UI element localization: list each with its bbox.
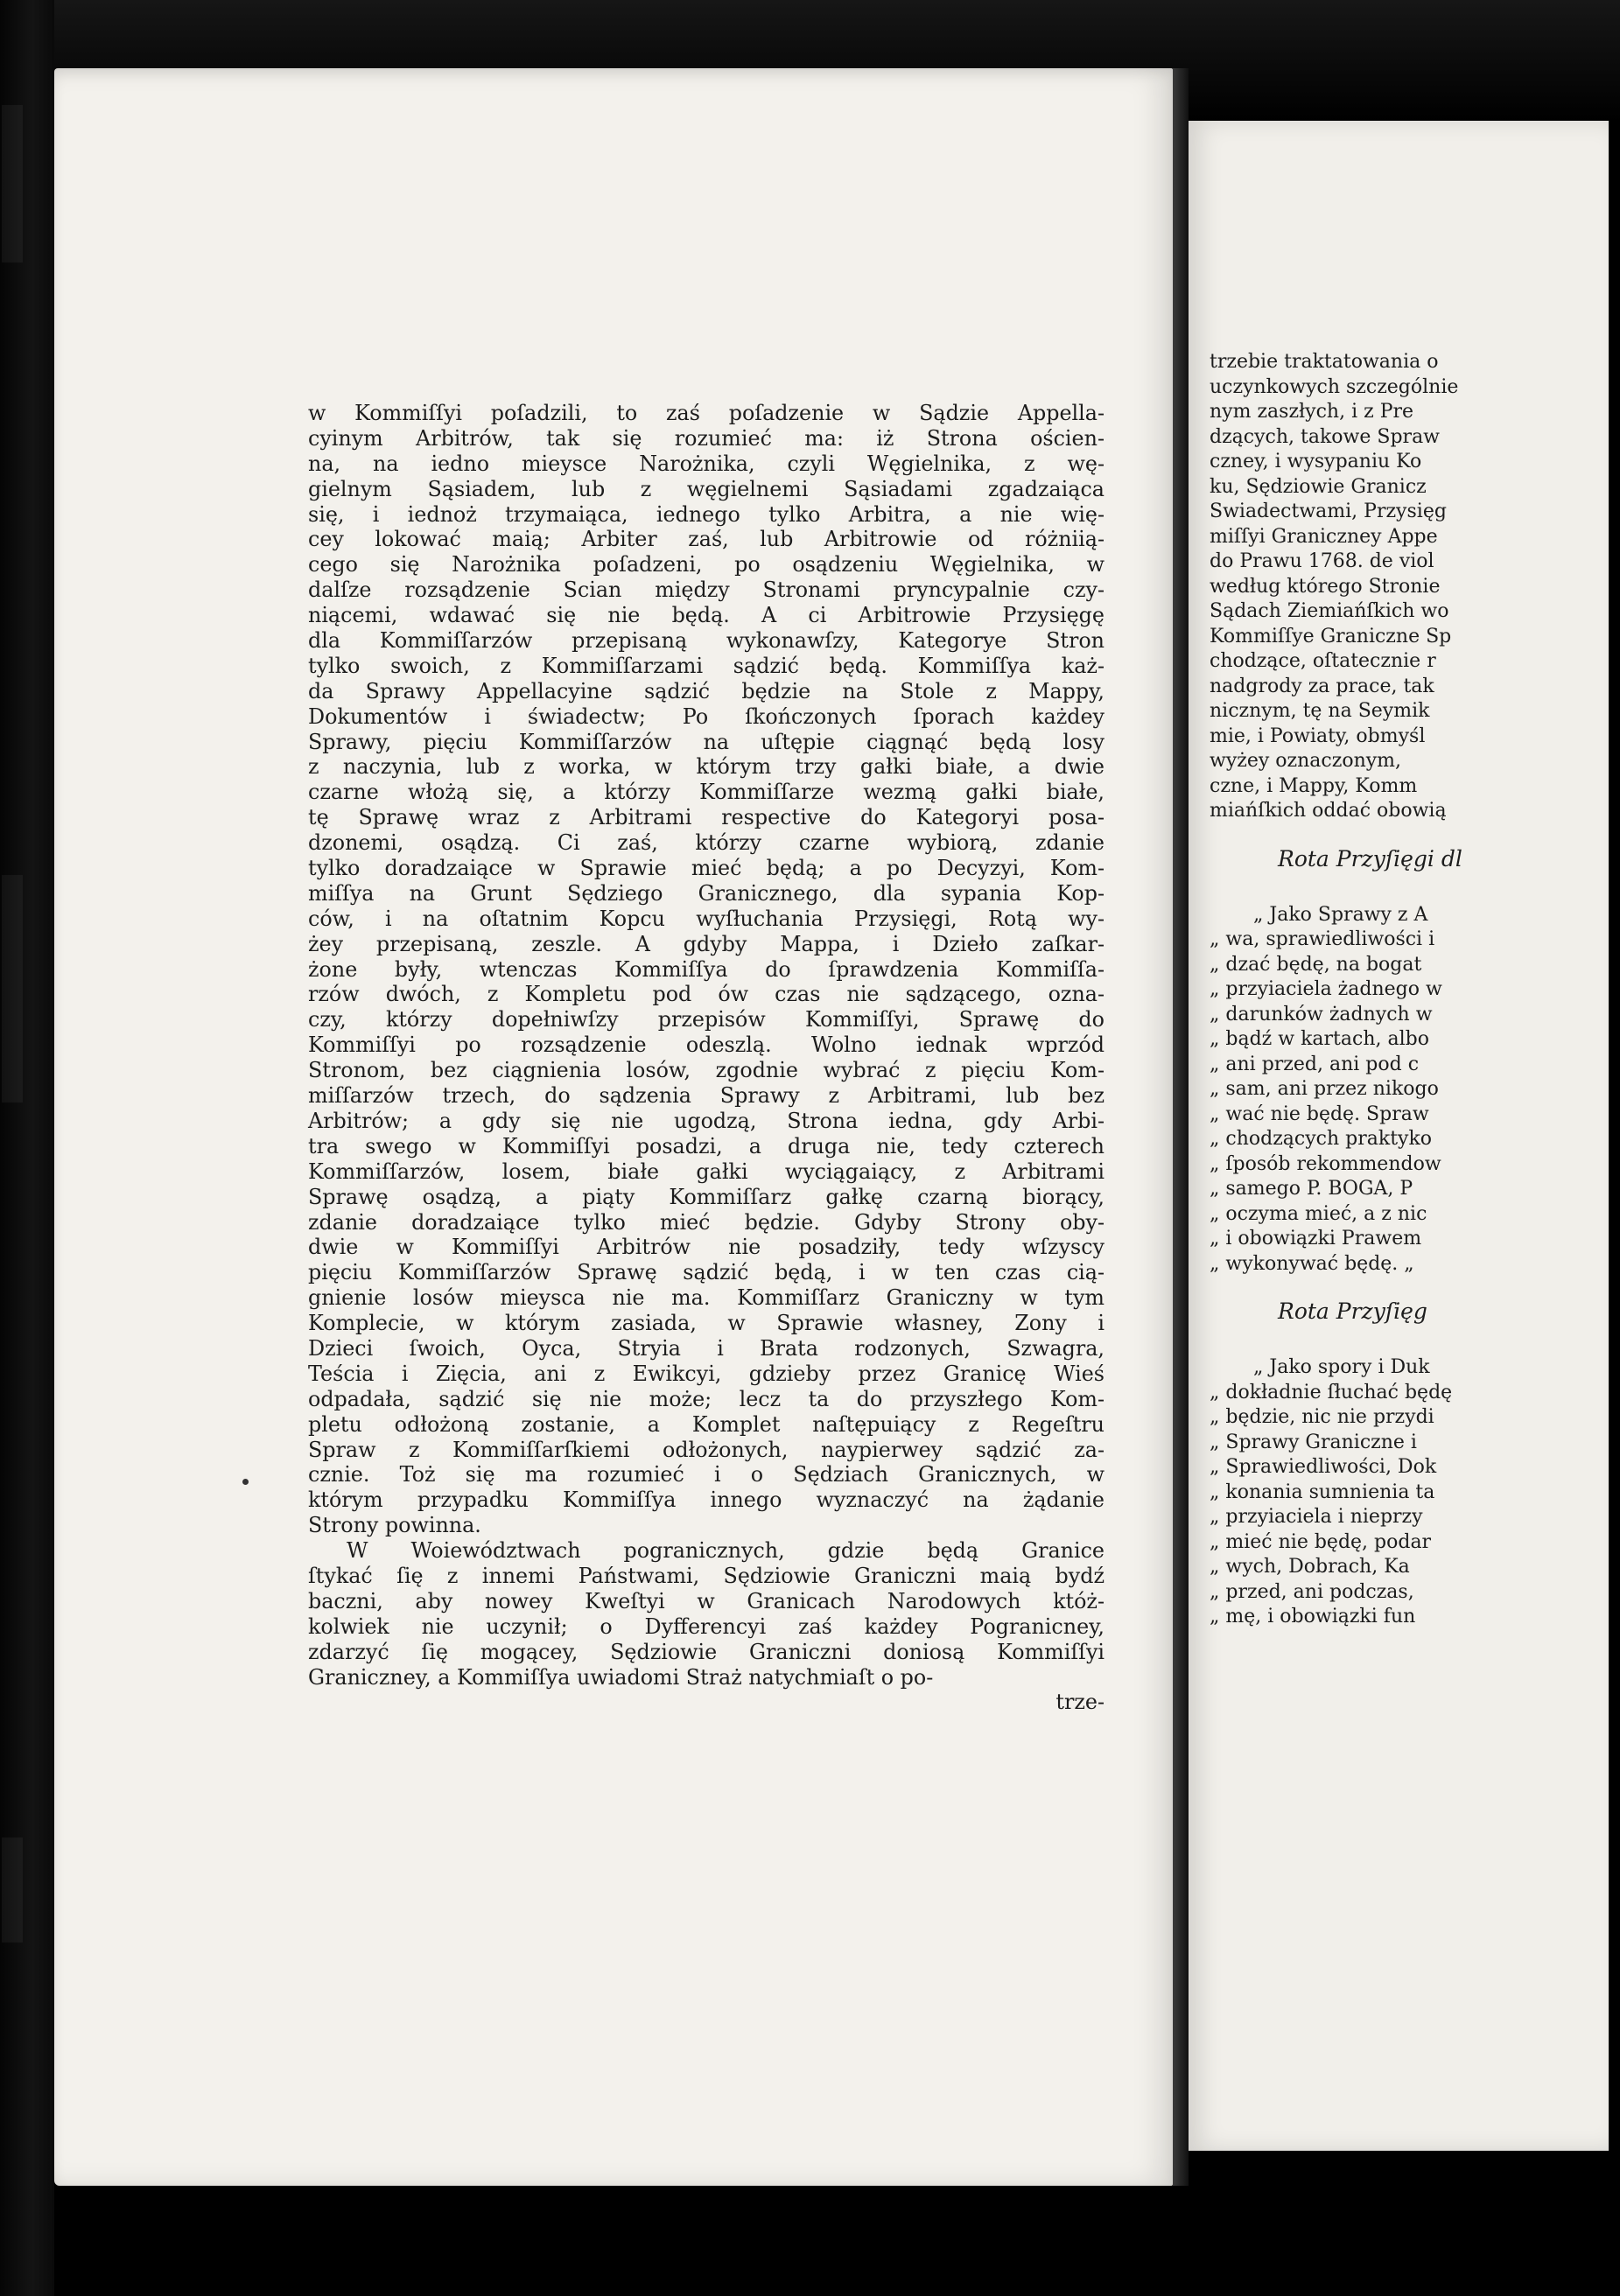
text-line: ców, i na oſtatnim Kopcu wyſłuchania Przysięgi, Rotą wy- [308, 906, 1105, 931]
text-line: którym przypadku Kommiſſya innego wyznaczyć na żądanie [308, 1488, 1105, 1513]
text-line: Stronom, bez ciągnienia losów, zgodnie wybrać z pięciu Kom- [308, 1058, 1105, 1083]
text-line: tę Sprawę wraz z Arbitrami respective do Kategoryi posa- [308, 805, 1105, 830]
ink-spot [242, 1479, 249, 1485]
text-line: czne, i Mappy, Komm [1210, 774, 1418, 797]
text-line: Teścia i Zięcia, ani z Ewikcyi, gdzieby przez Granicę Wieś [308, 1361, 1105, 1386]
text-line: Arbitrów; a gdy się nie ugodzą, Strona iedna, gdy Arbi- [308, 1108, 1105, 1133]
text-line: Sprawy, pięciu Kommiſſarzów na uſtępie ciągnąć będą losy [308, 729, 1105, 754]
text-line: nicznym, tę na Seymik [1210, 700, 1430, 722]
text-line: „ wa, sprawiedliwości i [1210, 928, 1435, 950]
text-line: „ mieć nie będę, podar [1210, 1530, 1432, 1553]
oath-heading: Rota Przyſięgi dl [1278, 845, 1462, 872]
text-line: gielnym Sąsiadem, lub z węgielnemi Sąsiadami zgadzaiąca [308, 476, 1105, 501]
text-line: Swiadectwami, Przysięg [1210, 500, 1447, 522]
text-line: niącemi, wdawać się nie będą. A ci Arbitrowie Przysięgę [308, 603, 1105, 628]
right-page-body-text [1210, 350, 1609, 1630]
text-line: „ przyiaciela żadnego w [1210, 978, 1442, 1000]
text-line: zdarzyć ſię mogącey, Sędziowie Graniczni doniosą Kommiſſyi [308, 1639, 1105, 1664]
text-line: z naczynia, lub z worka, w którym trzy gałki białe, a dwie [308, 754, 1105, 780]
text-line: chodzące, oſtatecznie r [1210, 650, 1436, 672]
text-line: dzących, takowe Spraw [1210, 425, 1441, 448]
text-line: „ oczyma mieć, a z nic [1210, 1202, 1427, 1225]
text-line: ſtykać ſię z innemi Państwami, Sędziowie Graniczni maią bydź [308, 1563, 1105, 1588]
catchword: trze- [1055, 1690, 1105, 1715]
text-line: „ ani przed, ani pod c [1210, 1053, 1420, 1075]
text-line: odpadała, sądzić się nie może; lecz ta do przyszłego Kom- [308, 1386, 1105, 1411]
text-line: miſſya na Grunt Sędziego Granicznego, dla sypania Kop- [308, 880, 1105, 906]
left-page [54, 68, 1173, 2186]
text-line: żone były, wtenczas Kommiſſya do ſprawdzenia Kommiſſa- [308, 956, 1105, 982]
text-line: Spraw z Kommiſſarſkiemi odłożonych, naypierwey sądzić za- [308, 1437, 1105, 1462]
text-line: dwie w Kommiſſyi Arbitrów nie posadziły, tedy wſzyscy [308, 1235, 1105, 1260]
text-line: „ darunków żadnych w [1210, 1003, 1433, 1026]
text-line: nadgrody za prace, tak [1210, 675, 1434, 697]
right-page-cropped [1189, 121, 1609, 2151]
text-line: „ ſposób rekommendow [1210, 1152, 1441, 1175]
text-line: „ Jako spory i Duk [1253, 1356, 1430, 1378]
text-line: „ i obowiązki Prawem [1210, 1228, 1422, 1250]
text-line: „ będzie, nic nie przydi [1210, 1406, 1434, 1428]
text-line: Kommiſſyi po rozsądzenie odeszlą. Wolno iednak wprzód [308, 1032, 1105, 1058]
text-line: się, i iednoż trzymaiąca, iednego tylko Arbitra, a nie wię- [308, 501, 1105, 527]
text-line: według którego Stronie [1210, 575, 1441, 598]
text-line: pletu odłożoną zostanie, a Komplet naſtępuiący z Regeſtru [308, 1411, 1105, 1437]
text-line: kolwiek nie uczynił; o Dyfferencyi zaś każdey Pogranicney, [308, 1614, 1105, 1639]
margin-smudge [2, 1838, 23, 1942]
text-line: mie, i Powiaty, obmyśl [1210, 724, 1426, 747]
text-line: w Kommiſſyi poſadzili, to zaś poſadzenie w Sądzie Appella- [308, 401, 1105, 425]
text-line: gnienie losów mieysca nie ma. Kommiſſarz Graniczny w tym [308, 1285, 1105, 1311]
text-line: „ przed, ani podczas, [1210, 1580, 1414, 1603]
text-line: „ Sprawy Graniczne i [1210, 1431, 1417, 1453]
text-line: rzów dwóch, z Kompletu pod ów czas nie sądzącego, ozna- [308, 982, 1105, 1007]
text-line: cznie. Toż się ma rozumieć i o Sędziach Granicznych, w [308, 1462, 1105, 1488]
text-line: „ Jako Sprawy z A [1253, 903, 1428, 926]
text-line: W Woiewództwach pogranicznych, gdzie będą Granice [347, 1538, 1105, 1564]
left-margin-dark [0, 0, 54, 2296]
text-line: cey lokować maią; Arbiter zaś, lub Arbitrowie od różniią- [308, 527, 1105, 552]
text-line: trzebie traktatowania o [1210, 351, 1439, 373]
text-line: wyżey oznaczonym, [1210, 750, 1402, 772]
text-line: „ konania sumnienia ta [1210, 1480, 1435, 1503]
text-line: do Prawu 1768. de viol [1210, 550, 1434, 572]
text-line: „ chodzących praktyko [1210, 1128, 1433, 1150]
text-line: Kommiſſarzów, losem, białe gałki wyciągaiący, z Arbitrami [308, 1158, 1105, 1184]
text-line: czney, i wysypaniu Ko [1210, 451, 1422, 472]
margin-smudge [2, 875, 23, 1102]
text-line: tylko swoich, z Kommiſſarzami sądzić będą. Kommiſſya każ- [308, 653, 1105, 678]
text-line: „ wać nie będę. Spraw [1210, 1102, 1429, 1125]
text-line: nym zaszłych, i z Pre [1210, 401, 1414, 423]
text-line: „ sam, ani przez nikogo [1210, 1078, 1439, 1100]
margin-smudge [2, 105, 23, 262]
text-line: „ dzać będę, na bogat [1210, 953, 1422, 976]
text-line: na, na iedno mieysce Narożnika, czyli Węgielnika, z wę- [308, 451, 1105, 476]
text-line: „ wykonywać będę. „ [1210, 1252, 1414, 1275]
text-line: żey przepisaną, zeszle. A gdyby Mappa, i Dzieło zaſkar- [308, 931, 1105, 956]
text-line: Dokumentów i świadectw; Po ſkończonych ſporach każdey [308, 704, 1105, 729]
book-gutter [1173, 68, 1189, 2186]
text-line: Graniczney, a Kommiſſya uwiadomi Straż natychmiaſt o po- [308, 1664, 934, 1690]
text-line: ku, Sędziowie Granicz [1210, 475, 1427, 498]
text-line: pięciu Kommiſſarzów Sprawę sądzić będą, i w ten czas cią- [308, 1260, 1105, 1285]
text-line: „ bądź w kartach, albo [1210, 1028, 1429, 1050]
text-line: „ wych, Dobrach, Ka [1210, 1556, 1410, 1578]
text-line: „ dokładnie ſłuchać będę [1210, 1381, 1453, 1404]
text-line: da Sprawy Appellacyine sądzić będzie na Stole z Mappy, [308, 678, 1105, 704]
text-line: Kommiſſye Graniczne Sp [1210, 625, 1452, 648]
text-line: Sprawę osądzą, a piąty Kommiſſarz gałkę czarną biorący, [308, 1184, 1105, 1209]
left-page-body-text [308, 401, 1105, 1715]
text-line: Komplecie, w którym zasiada, w Sprawie własney, Zony i [308, 1311, 1105, 1336]
text-line: „ przyiaciela i nieprzy [1210, 1506, 1423, 1528]
text-line: uczynkowych szczególnie [1210, 375, 1459, 398]
text-line: cyinym Arbitrów, tak się rozumieć ma: iż Strona ościen- [308, 425, 1105, 451]
text-line: czarne włożą się, a którzy Kommiſſarze wezmą gałki białe, [308, 780, 1105, 805]
text-line: Strony powinna. [308, 1513, 481, 1538]
text-line: zdanie doradzaiące tylko mieć będzie. Gdyby Strony oby- [308, 1209, 1105, 1235]
text-line: tra swego w Kommiſſyi posadzi, a druga nie, tedy czterech [308, 1133, 1105, 1158]
oath-heading: Rota Przyſięg [1278, 1298, 1427, 1324]
text-line: dalſze rozsądzenie Scian między Stronami pryncypalnie czy- [308, 578, 1105, 603]
text-line: dla Kommiſſarzów przepisaną wykonawſzy, Kategorye Stron [308, 628, 1105, 654]
text-line: miańſkich oddać obowią [1210, 800, 1447, 822]
text-line: tylko doradzaiące w Sprawie mieć będą; a po Decyzyi, Kom- [308, 856, 1105, 881]
text-line: baczni, aby nowey Kweſtyi w Granicach Narodowych któż- [308, 1588, 1105, 1614]
text-line: „ Sprawiedliwości, Dok [1210, 1456, 1437, 1478]
text-line: „ mę, i obowiązki fun [1210, 1606, 1416, 1628]
text-line: miſſyi Graniczney Appe [1210, 525, 1438, 548]
text-line: cego się Narożnika poſadzeni, po osądzeniu Węgielnika, w [308, 552, 1105, 578]
text-line: Dzieci ſwoich, Oyca, Stryia i Brata rodzonych, Szwagra, [308, 1335, 1105, 1361]
text-line: czy, którzy dopełniwſzy przepisów Kommiſſyi, Sprawę do [308, 1007, 1105, 1032]
text-line: Sądach Ziemiańſkich wo [1210, 600, 1449, 622]
text-line: „ samego P. BOGA, P [1210, 1178, 1413, 1200]
text-line: miſſarzów trzech, do sądzenia Sprawy z Arbitrami, lub bez [308, 1083, 1105, 1109]
text-line: dzonemi, osądzą. Ci zaś, którzy czarne wybiorą, zdanie [308, 830, 1105, 856]
